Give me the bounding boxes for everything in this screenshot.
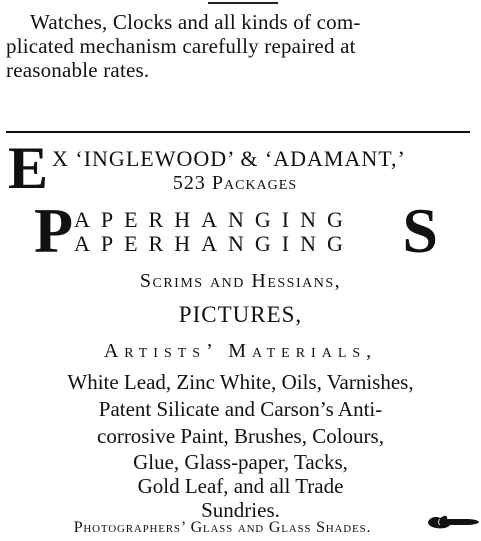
drop-cap-e: E <box>8 135 49 201</box>
top-rule <box>208 2 278 4</box>
scrims-line: Scrims and Hessians, <box>139 270 342 292</box>
goods-line: White Lead, Zinc White, Oils, Varnishes, <box>67 370 414 394</box>
repair-notice <box>6 10 474 82</box>
ship-names: X ‘INGLEWOOD’ & ‘ADAMANT,’ <box>52 146 406 171</box>
photographers-line: Photographers’ Glass and Glass Shades. <box>73 519 372 536</box>
goods-line: Glue, Glass-paper, Tacks, <box>133 450 348 474</box>
drop-cap-p: P <box>34 195 74 266</box>
paperhangings-line: APERHANGING <box>74 231 354 256</box>
pointing-hand-icon <box>426 513 480 531</box>
artists-materials-line: Artists’ Materials, <box>103 340 378 362</box>
drop-cap-s: S <box>402 195 438 266</box>
section-divider <box>6 131 470 133</box>
goods-line: Gold Leaf, and all Trade <box>137 474 344 498</box>
goods-line: Patent Silicate and Carson’s Anti- <box>98 397 383 421</box>
repair-notice-line: Watches, Clocks and all kinds of com- <box>30 10 361 34</box>
goods-line: corrosive Paint, Brushes, Colours, <box>97 424 384 448</box>
packages-count: 523 Packages <box>172 172 298 194</box>
goods-line: Sundries. <box>201 498 280 522</box>
repair-notice-line: reasonable rates. <box>6 58 150 82</box>
pictures-line: PICTURES, <box>178 302 303 327</box>
repair-notice-line: plicated mechanism carefully repaired at <box>6 34 356 58</box>
paperhangings-heading <box>30 195 450 266</box>
paperhangings-line: APERHANGING <box>74 207 354 232</box>
